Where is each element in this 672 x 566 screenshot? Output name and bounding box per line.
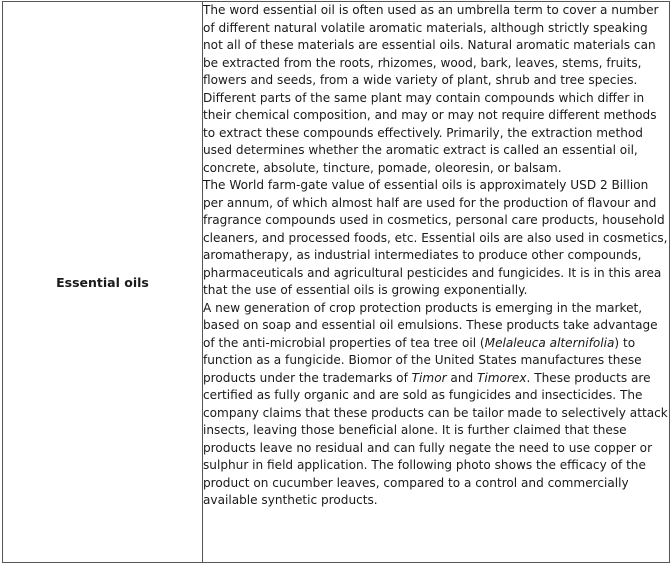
species-name: Melaleuca alternifolia <box>484 335 615 350</box>
text-segment: ) to function as a fungicide. Biomor of the United States manufactures these products under the trademarks of <box>203 335 642 385</box>
text-segment: A new generation of crop protection products is emerging in the market, based on soap and essential oil emulsions. These products take advantage of the anti-microbial properties of tea tree oil ( <box>203 300 658 350</box>
row-label-cell <box>3 2 203 563</box>
paragraph-extraction: The word essential oil is often used as an umbrella term to cover a number of different natural volatile aromatic materials, although strictly speaking not all of these materials are essential oils. Natural aromatic materials can be extracted from the roots, rhizomes, wood, bark, leaves, stems, fruits, flowers and seeds, from a wide variety of plant, shrub and tree species. Different parts of the same plant may contain compounds which differ in their chemical composition, and may or may not require different methods to extract these compounds effectively. Primarily, the extraction method used determines whether the aromatic extract is called an essential oil, concrete, absolute, tincture, pomade, oleoresin, or balsam. <box>203 3 659 175</box>
paragraph-crop-protection <box>203 300 669 510</box>
row-content-cell <box>203 2 670 563</box>
table-row <box>3 2 670 563</box>
paragraph-market-value: The World farm-gate value of essential oils is approximately USD 2 Billion per annum, of which almost half are used for the production of flavour and fragrance compounds used in cosmetics, personal care products, household cleaners, and processed foods, etc. Essential oils are also used in cosmetics, aromatherapy, as industrial intermediates to produce other compounds, pharmaceuticals and agricultural pesticides and fungicides. It is in this area that the use of essential oils is growing exponentially. <box>203 178 668 297</box>
trademark-name: Timor <box>411 370 447 385</box>
text-segment: . These products are certified as fully organic and are sold as fungicides and insecticides. The company claims that these products can be tailor made to selectively attack insects, leaving those beneficial alone. It is further claimed that these products leave no residual and can fully negate the need to use copper or sulphur in field application. The following photo shows the efficacy of the product on cucumber leaves, compared to a control and commercially available synthetic products. <box>203 370 668 507</box>
text-segment: and <box>446 370 478 385</box>
row-label: Essential oils <box>56 274 149 290</box>
document-table <box>2 1 670 563</box>
trademark-name: Timorex <box>477 370 527 385</box>
